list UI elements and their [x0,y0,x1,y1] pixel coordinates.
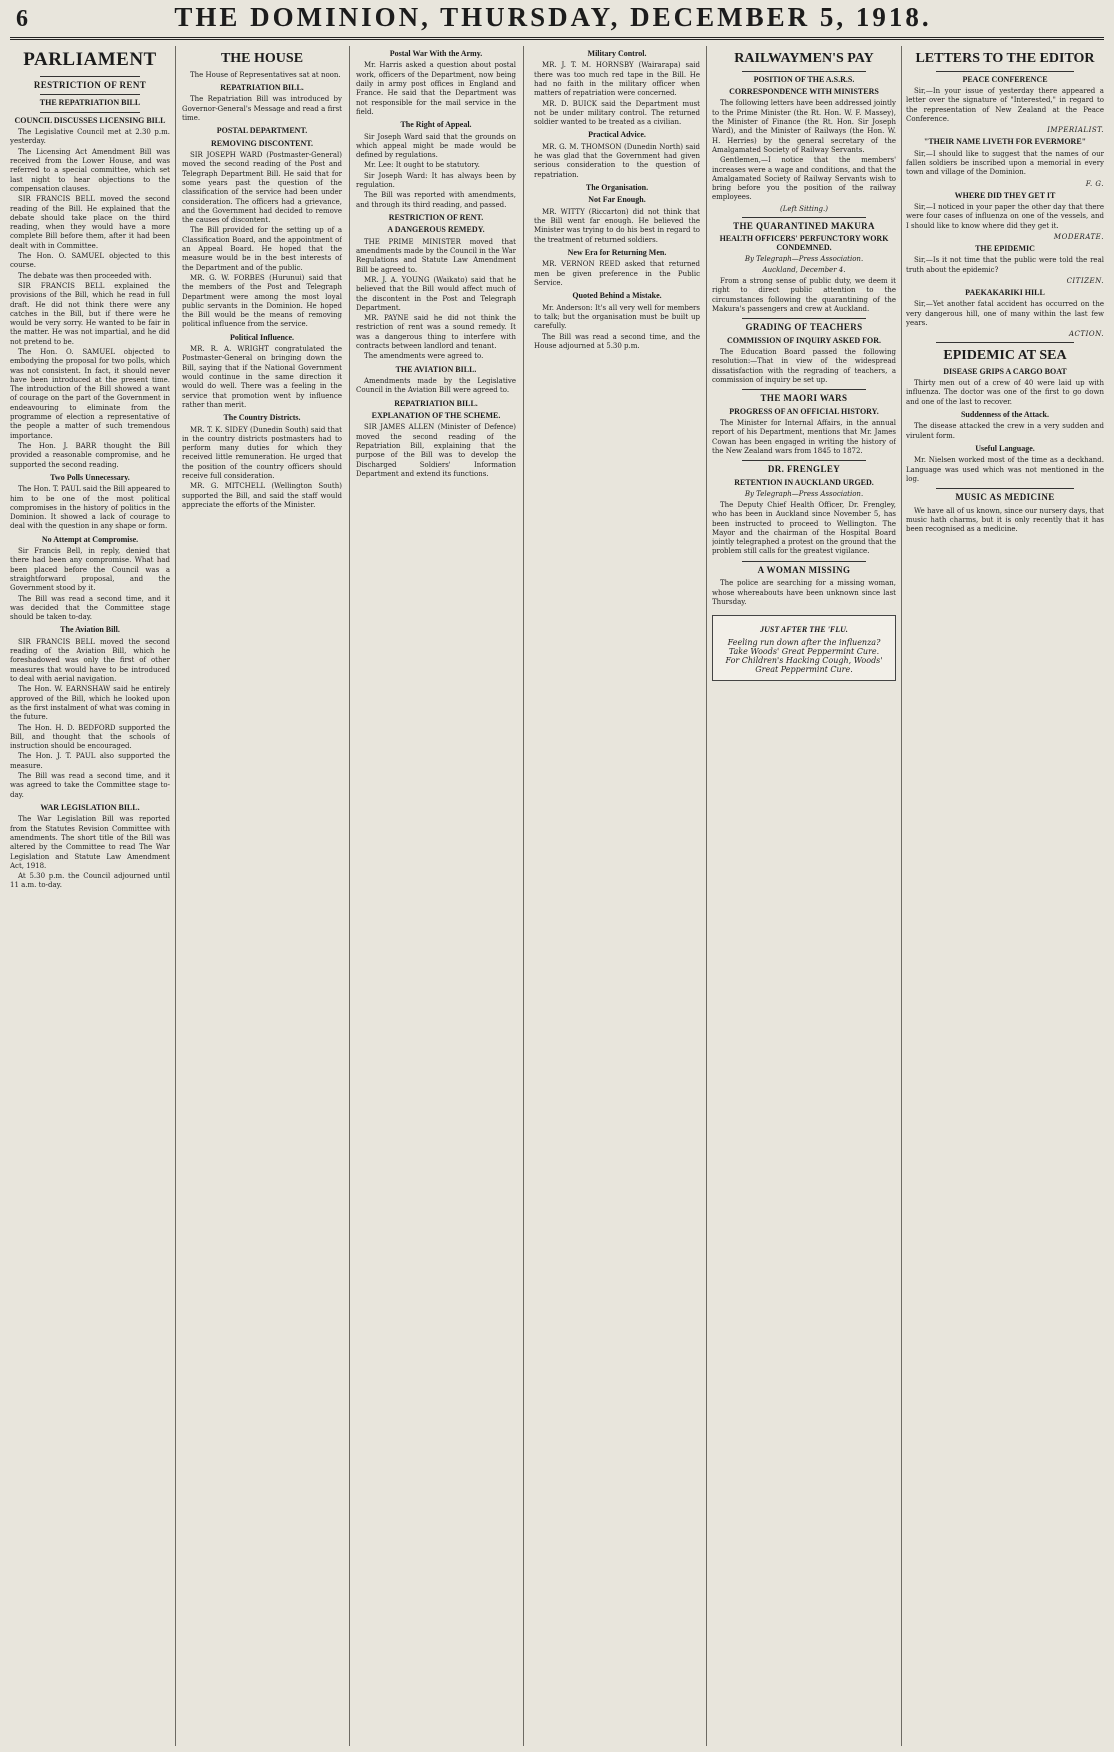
article-body [906,422,1104,441]
divider [742,71,866,72]
letter-body [906,203,1104,231]
paragraph: THE PRIME MINISTER moved that amendments made by the Council in the War Regulations and Statute Law Amendment Bill be agreed to. [356,237,516,274]
paragraph: SIR FRANCIS BELL moved the second reading of the Aviation Bill, which he foreshadowed was only the first of other measures that would have to be introduced to deal with aerial navigation. [10,637,170,684]
paragraph: The following letters have been addressed jointly to the Prime Minister (the Rt. Hon. W. F. Massey), the Minister of Finance (the Rt. Hon. Sir Joseph Ward), and the Minister of Railways (the Hon. W. H. Herries) by the general secretary of the Amalgamated Society of Railway Servants. [712,99,896,154]
paragraph: Sir,—Yet another fatal accident has occurred on the very dangerous hill, one of many within the last few years. [906,300,1104,327]
article-body [356,133,516,210]
dateline: Auckland, December 4. [762,265,846,274]
subhead-paekakariki: PAEKAKARIKI HILL [965,287,1045,297]
paragraph: The Legislative Council met at 2.30 p.m. yesterday. [10,128,170,146]
subhead-useful-language: Useful Language. [975,444,1035,454]
subhead-no-compromise: No Attempt at Compromise. [41,534,139,544]
subhead-suddenness: Suddenness of the Attack. [960,410,1049,420]
paragraph: Sir,—Is it not time that the public were told the real truth about the epidemic? [906,256,1104,274]
article-body [906,507,1104,535]
paragraph: Mr. Anderson: It's all very well for members to talk; but the organisation must be built up carefully. [534,303,700,331]
subhead-postal-department: POSTAL DEPARTMENT. [216,126,308,136]
headline-makura: THE QUARANTINED MAKURA [733,220,875,231]
article-body [534,61,700,127]
article-body [712,99,896,202]
subhead-organisation: The Organisation. [585,183,649,193]
paragraph: The Minister for Internal Affairs, in the annual report of his Department, mentions that Mr. James Cowan has been engaged in writing the history of the New Zealand wars from 1845 to 1872. [712,418,896,455]
article-body [534,304,700,351]
paragraph: Sir Francis Bell, in reply, denied that there had been any compromise. What had been placed before the Council was a straightforward proposal, and the Government stood by it. [10,547,170,593]
letter-body [906,87,1104,124]
article-body [712,419,896,456]
masthead [10,2,1104,40]
paragraph: Mr. Harris asked a question about postal work, officers of the Department, now being daily in army post offices in England and France. He said that the Department was not responsible for the mail service in the field. [356,61,516,116]
article-body [356,61,516,117]
paragraph: MR. T. K. SIDEY (Dunedin South) said that in the country districts postmasters had to perform many duties for which they received little remuneration. He urged that the position of the country officers should receive full consideration. [182,425,342,481]
paragraph: The Hon. O. SAMUEL objected to this course. [10,252,170,270]
subhead-repatriation: REPATRIATION BILL. [220,82,304,92]
subhead-where-did-they: WHERE DID THEY GET IT [954,190,1056,200]
headline-parliament: PARLIAMENT [23,49,157,70]
paragraph: Sir,—I should like to suggest that the names of our fallen soldiers be inscribed upon a memorial in every town and village of the Dominion. [906,149,1104,177]
paragraph: Sir,—In your issue of yesterday there appeared a letter over the signature of "Interested," in regard to the representation of New Zealand at the Peace Conference. [906,87,1104,123]
article-body [534,208,700,245]
paragraph: MR. R. A. WRIGHT congratulated the Postmaster-General on bringing down the Bill, saying that if the National Government would continue in the same direction it would do well. There was a feeling in the service that promotion went by influence rather than merit. [182,345,342,409]
paragraph: MR. VERNON REED asked that returned men be given preference in the Public Service. [534,260,700,287]
column-rule [523,46,524,1746]
paragraph: Sir Joseph Ward: It has always been by regulation. [356,171,516,190]
paragraph: MR. J. T. M. HORNSBY (Wairarapa) said there was too much red tape in the Bill. He had no faith in the military officer when matters of repatriation were concerned. [534,61,700,98]
divider [742,460,866,461]
subhead-new-era: New Era for Returning Men. [567,248,667,258]
paragraph: The Hon. H. D. BEDFORD supported the Bill, and thought that the schools of instruction should be encouraged. [10,723,170,751]
divider [742,318,866,319]
subhead-political-influence: Political Influence. [230,332,294,342]
paragraph: The Hon. T. PAUL said the Bill appeared to him to be one of the most political compromises in the history of politics in the Dominion. It showed a lack of courage to deal with the question in any shape or form. [10,485,170,531]
masthead-title: THE DOMINION, THURSDAY, DECEMBER 5, 1918. [174,2,932,32]
column-repatriation-debate [534,46,700,1746]
paragraph: The Education Board passed the following resolution:—That in view of the widespread dissatisfaction with the regrading of teachers, a commission of inquiry be set up. [712,347,896,384]
article-body [10,485,170,531]
paragraph: Gentlemen,—I notice that the members' increases were a wage and conditions, and that the Amalgamated Society of Railway Servants wish to bring before you the position of the railway employees. [712,156,896,202]
headline-the-house: THE HOUSE [220,51,304,66]
article-body [534,143,700,180]
paragraph: The amendments were agreed to. [364,352,484,361]
paragraph: MR. WITTY (Riccarton) did not think that the Bill went far enough. He believed the Minister was trying to do his best in regard to the treatment of returned soldiers. [534,207,700,244]
article-body [182,95,342,123]
subhead-cargo-boat: DISEASE GRIPS A CARGO BOAT [943,366,1067,376]
paragraph: The War Legislation Bill was reported from the Statutes Revision Committee with amendments. The short title of the Bill was altered by the Committee to read The War Legislation and Statute Law Amendment Act, 1918. [10,815,170,870]
signature: CITIZEN. [1066,276,1104,285]
paragraph: MR. G. MITCHELL (Wellington South) supported the Bill, and said the staff would appreciate the efforts of the Minister. [182,482,342,509]
divider [40,94,140,95]
divider [40,112,140,113]
paragraph: The Bill provided for the setting up of a Classification Board, and the appointment of an Appeal Board. He hoped that the measure would be in the best interests of the Department and of the public. [182,226,342,272]
subhead-aviation: THE AVIATION BILL. [395,364,477,374]
column-parliament [10,46,170,1746]
paragraph: SIR JAMES ALLEN (Minister of Defence) moved the second reading of the Repatriation Bill, explaining that the purpose of the Bill was to develop the Discharged Soldiers' Information Department and extend its functions. [356,423,516,478]
subhead-asrs: POSITION OF THE A.S.R.S. [753,74,855,84]
paragraph: The Repatriation Bill was introduced by Governor-General's Message and read a first time. [182,95,342,122]
paragraph: Amendments made by the Legislative Council in the Aviation Bill were agreed to. [356,376,516,395]
paragraph: The Hon. J. BARR thought the Bill provided a reasonable compromise, and he supported the second reading. [10,441,170,469]
headline-grading-teachers: GRADING OF TEACHERS [745,322,863,333]
signature: IMPERIALIST. [1047,126,1104,135]
divider [40,76,140,77]
paragraph: MR. G. M. THOMSON (Dunedin North) said he was glad that the Government had given serious consideration to the question of repatriation. [534,142,700,179]
article-body [10,547,170,622]
letter-body [906,256,1104,275]
paragraph: The Bill was read a second time, and the House adjourned at 5.30 p.m. [534,332,700,350]
article-body [906,456,1104,484]
headline-music-medicine: MUSIC AS MEDICINE [955,492,1055,503]
headline-woman-missing: A WOMAN MISSING [757,564,851,575]
paragraph: The Bill was reported with amendments, and through its third reading, and passed. [356,191,516,209]
article-body [356,377,516,396]
divider [742,389,866,390]
left-sitting-note: (Left Sitting.) [780,204,828,213]
paragraph: The Bill was read a second time, and it was agreed to take the Committee stage to-day. [10,772,170,799]
article-body [10,815,170,890]
advert-footer: For Children's Hacking Cough, Woods' Great Peppermint Cure. [725,655,883,674]
article-body [534,260,700,288]
divider [936,71,1074,72]
subhead-council-licensing: COUNCIL DISCUSSES LICENSING BILL [14,115,166,125]
paragraph: From a strong sense of public duty, we deem it right to direct public attention to the circumstances following the quarantining of the Makura's passengers and crew at Auckland. [712,276,896,313]
subhead-official-history: PROGRESS OF AN OFFICIAL HISTORY. [729,406,879,416]
paragraph: Mr. Nielsen worked most of the time as a deckhand. Language was used which was not mentioned in the log. [906,456,1104,484]
signature: MODERATE. [1053,232,1104,241]
paragraph: MR. PAYNE said he did not think the restriction of rent was a sound remedy. It was a dangerous thing to interfere with contracts between landlord and tenant. [356,314,516,350]
subhead-explanation: EXPLANATION OF THE SCHEME. [371,410,501,420]
paragraph: The Licensing Act Amendment Bill was received from the Lower House, and was referred to a special committee, which set last night to hear objections to the compensation clauses. [10,147,170,193]
column-news [712,46,896,1746]
subhead-quoted-mistake: Quoted Behind a Mistake. [572,291,662,301]
subhead-retention: RETENTION IN AUCKLAND URGED. [734,477,874,487]
article-body [356,238,516,362]
headline-maori-wars: THE MAORI WARS [760,393,848,404]
paragraph: The House of Representatives sat at noon. [190,70,341,79]
article-body [356,423,516,479]
column-rule [706,46,707,1746]
subhead-commission: COMMISSION OF INQUIRY ASKED FOR. [726,335,882,345]
paragraph: The Deputy Chief Health Officer, Dr. Frengley, who has been in Auckland since November 5, has been instructed to proceed to Wellington. The Mayor and the chairman of the Hospital Board jointly telegraphed a protest on the ground that the problem still calls for the greatest vigilance. [712,501,896,556]
paragraph: We have all of us known, since our nursery days, that music hath charms, but it is only recently that it has been recognised as a medicine. [906,506,1104,534]
article-body [182,151,342,330]
column-rule [901,46,902,1746]
article-body [10,128,170,470]
paragraph: MR. J. A. YOUNG (Waikato) said that he believed that the Bill would affect much of the discontent in the Post and Telegraph Department. [356,275,516,312]
subhead-aviation-bill: The Aviation Bill. [60,625,120,635]
divider [936,488,1074,489]
column-letters [906,46,1104,1746]
paragraph: The Hon. J. T. PAUL also supported the measure. [10,752,170,770]
article-body [712,277,896,314]
subhead-restriction-of-rent: RESTRICTION OF RENT [33,79,147,90]
paragraph: Sir Joseph Ward said that the grounds on which appeal might be made would be defined by regulations. [356,132,516,160]
paragraph: The police are searching for a missing woman, whose whereabouts have been unknown since last Thursday. [712,579,896,606]
article-body [182,71,342,80]
column-the-house [182,46,342,1746]
subhead-removing-discontent: REMOVING DISCONTENT. [210,138,314,148]
advert-text: Feeling run down after the influenza? Take Woods' Great Peppermint Cure. [727,637,881,656]
subhead-epidemic: THE EPIDEMIC [975,243,1035,253]
subhead-war-legislation: WAR LEGISLATION BILL. [40,802,140,812]
divider [936,342,1074,343]
advertisement [712,615,896,680]
article-body [182,345,342,410]
subhead-peace-conference: PEACE CONFERENCE [962,74,1048,84]
article-body [10,638,170,800]
article-body [712,579,896,607]
paragraph: MR. G. W. FORBES (Hurunui) said that the members of the Post and Telegraph Department were among the most loyal public servants in the Dominion. He hoped the Bill would be the means of removing political influence from the service. [182,273,342,329]
page-number: 6 [16,6,28,32]
subhead-health-officers: HEALTH OFFICERS' PERFUNCTORY WORK CONDEMNED. [719,234,889,252]
subhead-not-far-enough: Not Far Enough. [588,195,646,205]
paragraph: Sir,—I noticed in your paper the other day that there were four cases of influenza on one of the vessels, and I should like to know where did they get it. [906,202,1104,230]
letter-body [906,300,1104,328]
headline-letters: LETTERS TO THE EDITOR [915,51,1095,66]
paragraph: The Bill was read a second time, and it was decided that the Committee stage should be taken to-day. [10,594,170,622]
signature: ACTION. [1069,330,1104,339]
divider [742,561,866,562]
byline: By Telegraph—Press Association. [744,490,864,498]
paragraph: SIR FRANCIS BELL explained the provisions of the Bill, which he read in full draft. He did not think there were any catches in the Bill, but if there were he would be very sorry. He wanted to be fair in the matter. He was not impartial, and he did not pretend to be. [10,281,170,346]
subhead-military-control: Military Control. [587,49,647,58]
paragraph: The Hon. W. EARNSHAW said he entirely approved of the Bill, which he looked upon as the first instalment of what was coming in the future. [10,685,170,722]
column-rule [349,46,350,1746]
byline: By Telegraph—Press Association. [744,254,864,263]
paragraph: The debate was then proceeded with. [18,271,152,280]
divider [742,217,866,218]
signature: F. G. [1085,179,1104,188]
column-rule [175,46,176,1746]
subhead-country-districts: The Country Districts. [223,413,301,423]
subhead-practical-advice: Practical Advice. [588,130,646,140]
subhead-their-name: "THEIR NAME LIVETH FOR EVERMORE" [923,137,1087,147]
headline-epidemic-at-sea: EPIDEMIC AT SEA [943,348,1067,364]
subhead-two-polls: Two Polls Unnecessary. [50,472,130,482]
article-body [182,426,342,511]
headline-dr-frengley: DR. FRENGLEY [767,464,841,475]
article-body [712,501,896,557]
headline-repatriation-bill: THE REPATRIATION BILL [39,98,141,108]
subhead-correspondence: CORRESPONDENCE WITH MINISTERS [729,87,879,97]
headline-railwaymens-pay: RAILWAYMEN'S PAY [734,51,874,66]
column-house-continued [356,46,516,1746]
paragraph: MR. D. BUICK said the Department must not be under military control. The returned soldier wanted to be treated as a civilian. [534,99,700,127]
advert-headline: JUST AFTER THE 'FLU. [760,625,848,635]
letter-body [906,150,1104,178]
paragraph: Mr. Lee: It ought to be statutory. [364,161,480,170]
paragraph: Thirty men out of a crew of 40 were laid up with influenza. The doctor was one of the first to go down and one of the last to recover. [906,379,1104,406]
subhead-restriction-rent: RESTRICTION OF RENT. [388,212,484,222]
paragraph: At 5.30 p.m. the Council adjourned until 11 a.m. to-day. [10,872,170,890]
subhead-repatriation-bill: REPATRIATION BILL. [394,398,478,408]
paragraph: The Hon. O. SAMUEL objected to embodying the proposal for two polls, which was not consistent. In fact, it should never have been introduced at the present time. The introduction of the Bill showed a want of courage on the part of the Government in endeavouring to eliminate from the programme of election a representative of the people a matter of such tremendous importance. [10,347,170,440]
subhead-dangerous-remedy: A DANGEROUS REMEDY. [387,225,485,235]
subhead-right-of-appeal: The Right of Appeal. [400,120,472,130]
article-body [712,348,896,385]
subhead-postal-war: Postal War With the Army. [389,49,483,58]
paragraph: SIR FRANCIS BELL moved the second reading of the Bill. He explained that the debate should take place on the third reading, when they would have a more complete Bill before them, after it had been dealt with in Committee. [10,195,170,250]
paragraph: SIR JOSEPH WARD (Postmaster-General) moved the second reading of the Post and Telegraph Department Bill. He said that for some years past the question of the classification of the service had been under consideration. The officers had a grievance, and the Government had decided to remove the causes of discontent. [182,151,342,225]
paragraph: The disease attacked the crew in a very sudden and virulent form. [906,422,1104,440]
article-body [906,379,1104,407]
